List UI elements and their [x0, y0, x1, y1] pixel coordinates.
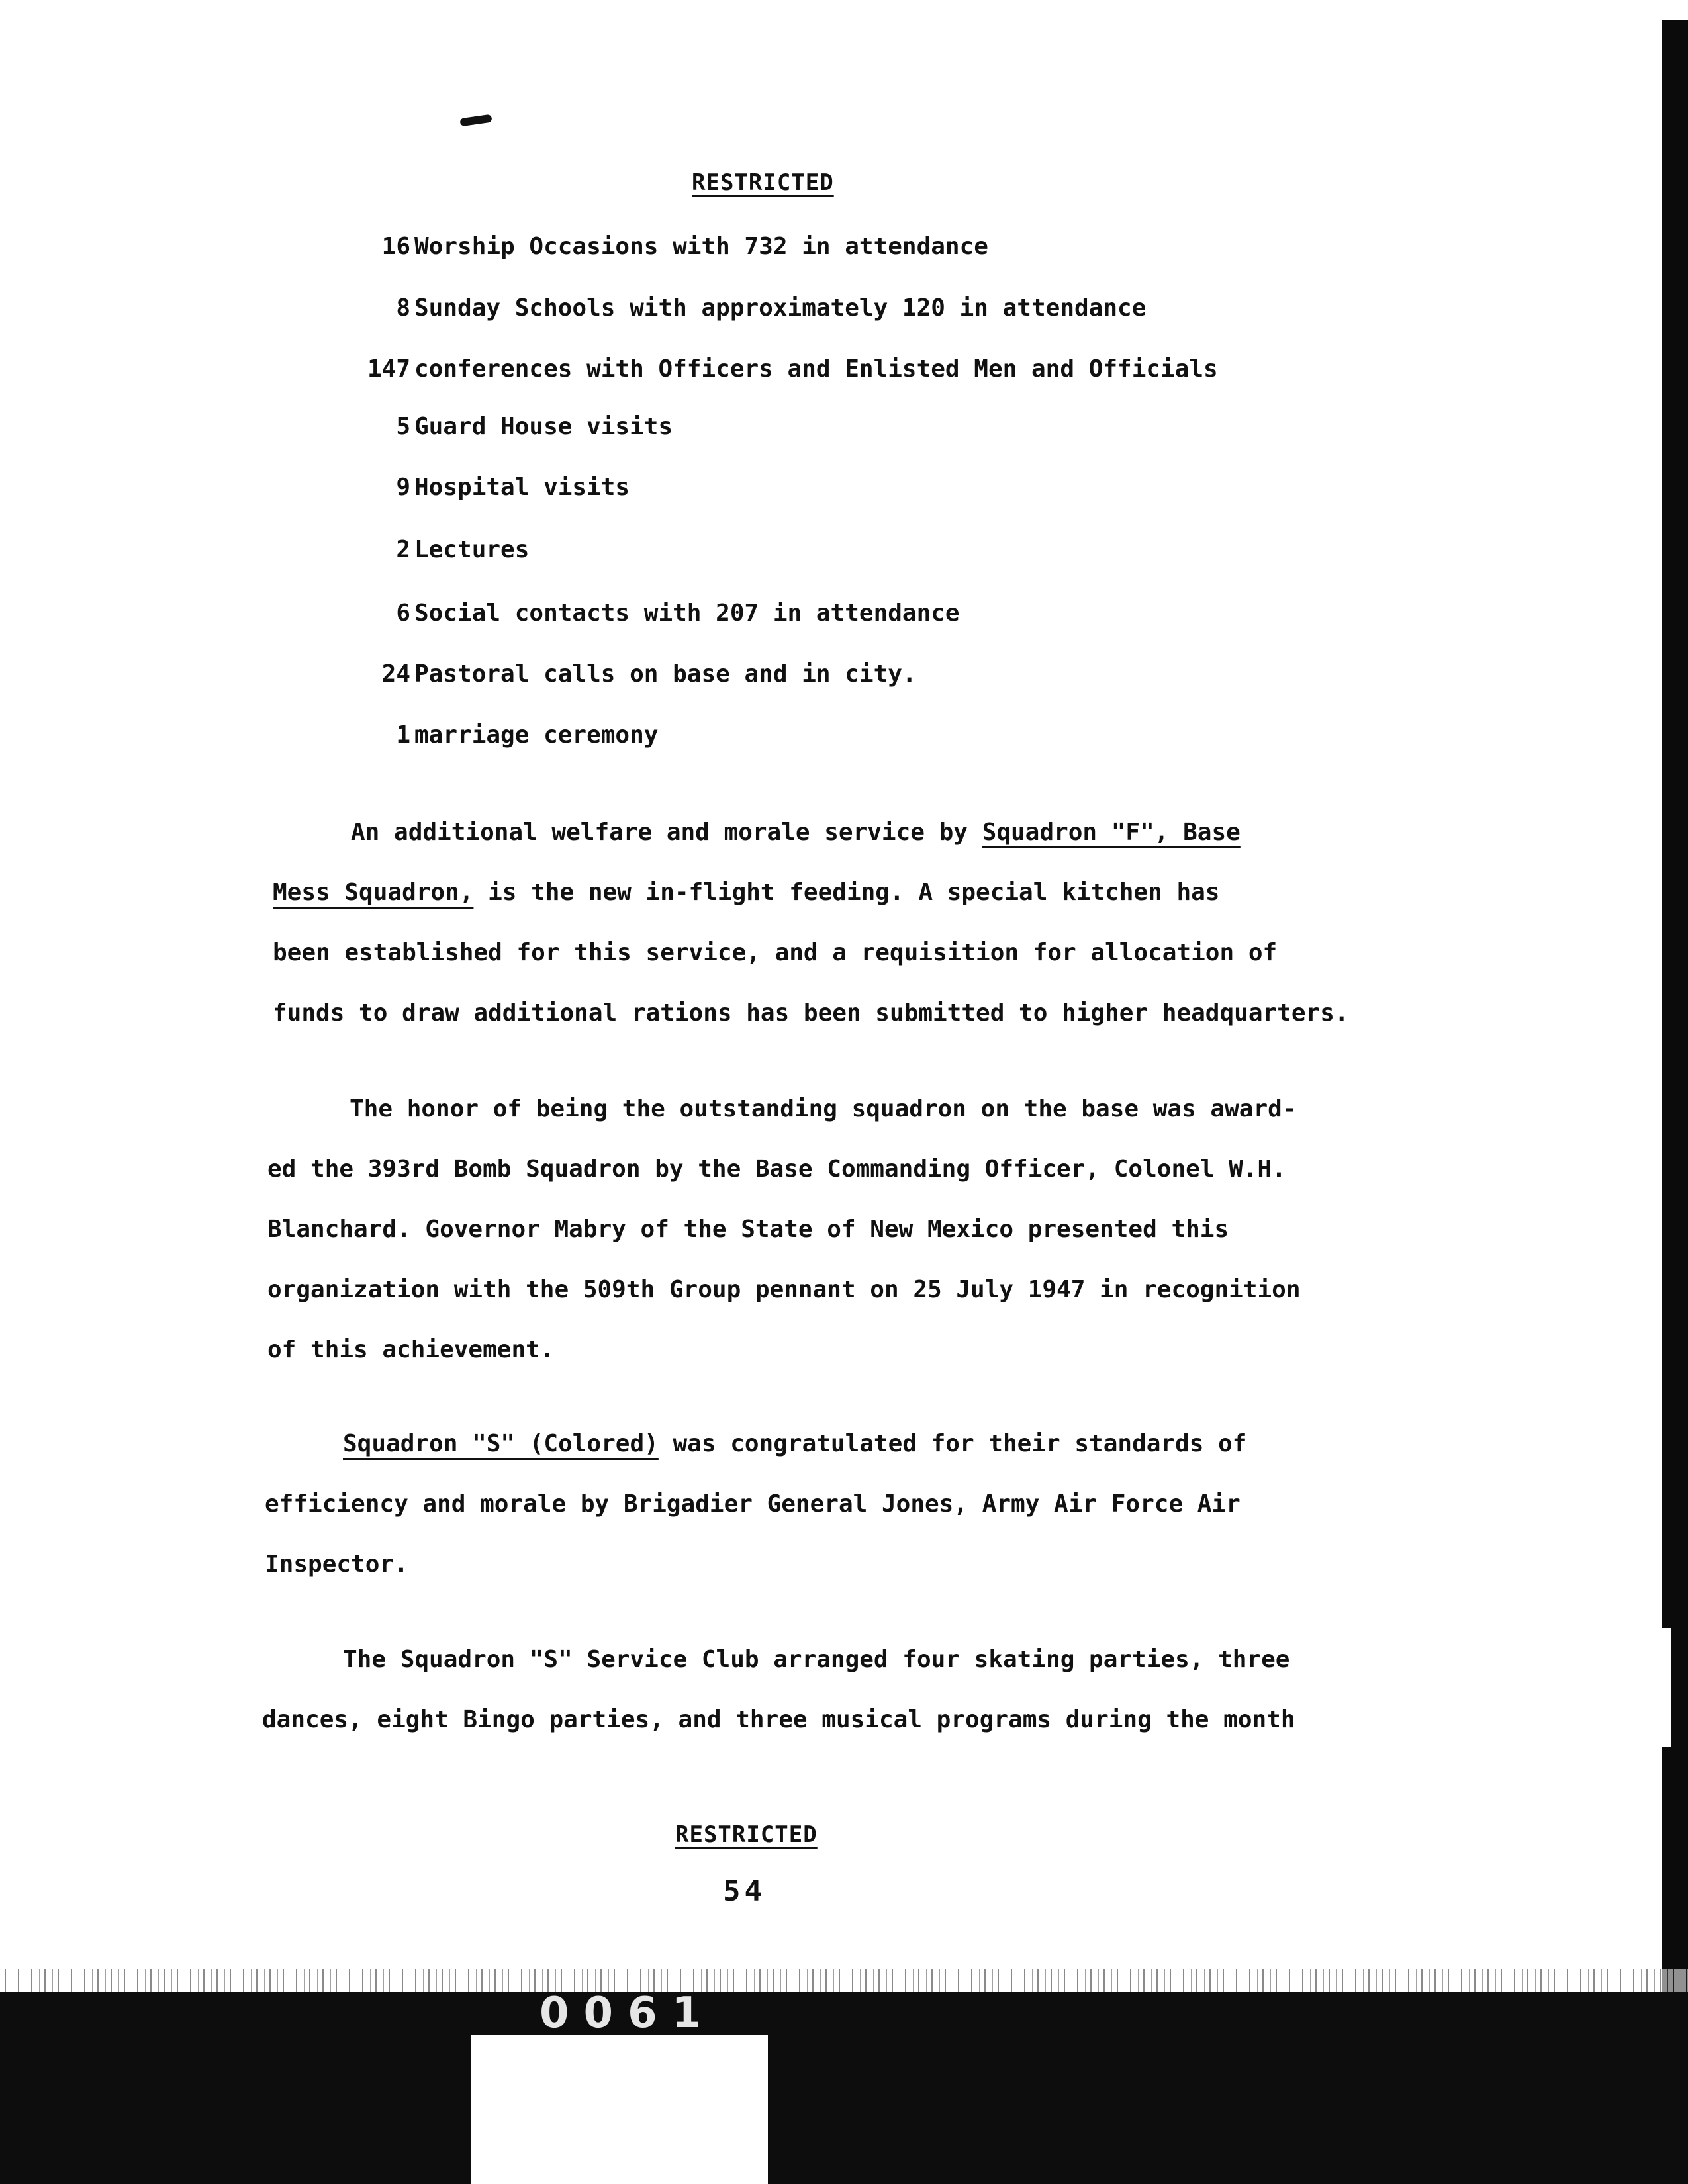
stat-text: Worship Occasions with 732 in attendance — [414, 233, 988, 260]
stat-count: 6 — [396, 600, 410, 627]
paragraph-line: Blanchard. Governor Mabry of the State of New Mexico presented this — [267, 1216, 1229, 1243]
stat-text: marriage ceremony — [414, 721, 659, 749]
paragraph-service-club — [262, 1629, 1443, 1750]
classification-footer: RESTRICTED — [675, 1821, 818, 1848]
microfilm-border — [0, 1992, 1688, 2184]
underlined-unit-name: Squadron "S" (Colored) — [343, 1430, 659, 1457]
paragraph-line — [273, 862, 1443, 923]
stat-text: conferences with Officers and Enlisted Men and Officials — [414, 355, 1218, 383]
paragraph-text: An additional welfare and morale service by — [351, 819, 982, 846]
paragraph-line: been established for this service, and a requisition for allocation of — [273, 939, 1278, 966]
paragraph-line: The Squadron "S" Service Club arranged four skating parties, three — [343, 1646, 1290, 1673]
stat-count: 147 — [367, 355, 410, 383]
paragraph-line: Inspector. — [265, 1551, 408, 1578]
paragraph-text: is the new in-flight feeding. A special kitchen has — [473, 879, 1220, 906]
stray-ink-mark — [459, 114, 492, 127]
stat-count: 1 — [396, 721, 410, 749]
stat-text: Pastoral calls on base and in city. — [414, 660, 917, 688]
stat-text: Lectures — [414, 536, 530, 563]
film-window — [471, 2035, 768, 2184]
paragraph-line: ed the 393rd Bomb Squadron by the Base Commanding Officer, Colonel W.H. — [267, 1156, 1286, 1183]
stat-count: 8 — [396, 295, 410, 322]
paragraph-line — [265, 802, 1443, 862]
film-frame-number: 0061 — [539, 1989, 716, 2038]
paragraph-in-flight-feeding — [265, 802, 1443, 1043]
classification-header: RESTRICTED — [692, 169, 834, 196]
stat-count: 5 — [396, 413, 410, 440]
stat-count: 24 — [381, 660, 410, 688]
stat-text: Guard House visits — [414, 413, 673, 440]
paragraph-line: funds to draw additional rations has been submitted to higher headquarters. — [273, 999, 1349, 1026]
underlined-unit-name: Mess Squadron, — [273, 879, 474, 906]
stat-text: Hospital visits — [414, 474, 630, 501]
paragraph-line: organization with the 509th Group pennant on 25 July 1947 in recognition — [267, 1276, 1301, 1303]
stat-count: 16 — [381, 233, 410, 260]
paragraph-line: dances, eight Bingo parties, and three musical programs during the month — [262, 1706, 1295, 1733]
paragraph-outstanding-squadron — [265, 1079, 1443, 1380]
stat-text: Sunday Schools with approximately 120 in attendance — [414, 295, 1147, 322]
stat-count: 9 — [396, 474, 410, 501]
underlined-unit-name: Squadron "F", Base — [982, 819, 1241, 846]
stat-text: Social contacts with 207 in attendance — [414, 600, 960, 627]
paragraph-line: The honor of being the outstanding squadron on the base was award- — [350, 1095, 1297, 1122]
paragraph-line: of this achievement. — [267, 1336, 555, 1363]
paragraph-text: was congratulated for their standards of — [658, 1430, 1247, 1457]
paragraph-squadron-s — [265, 1414, 1443, 1594]
paragraph-line: efficiency and morale by Brigadier General Jones, Army Air Force Air — [265, 1490, 1241, 1518]
paragraph-line — [265, 1414, 1443, 1474]
page-number: 54 — [723, 1874, 766, 1908]
scan-edge-gap — [1662, 1628, 1671, 1747]
stat-count: 2 — [396, 536, 410, 563]
